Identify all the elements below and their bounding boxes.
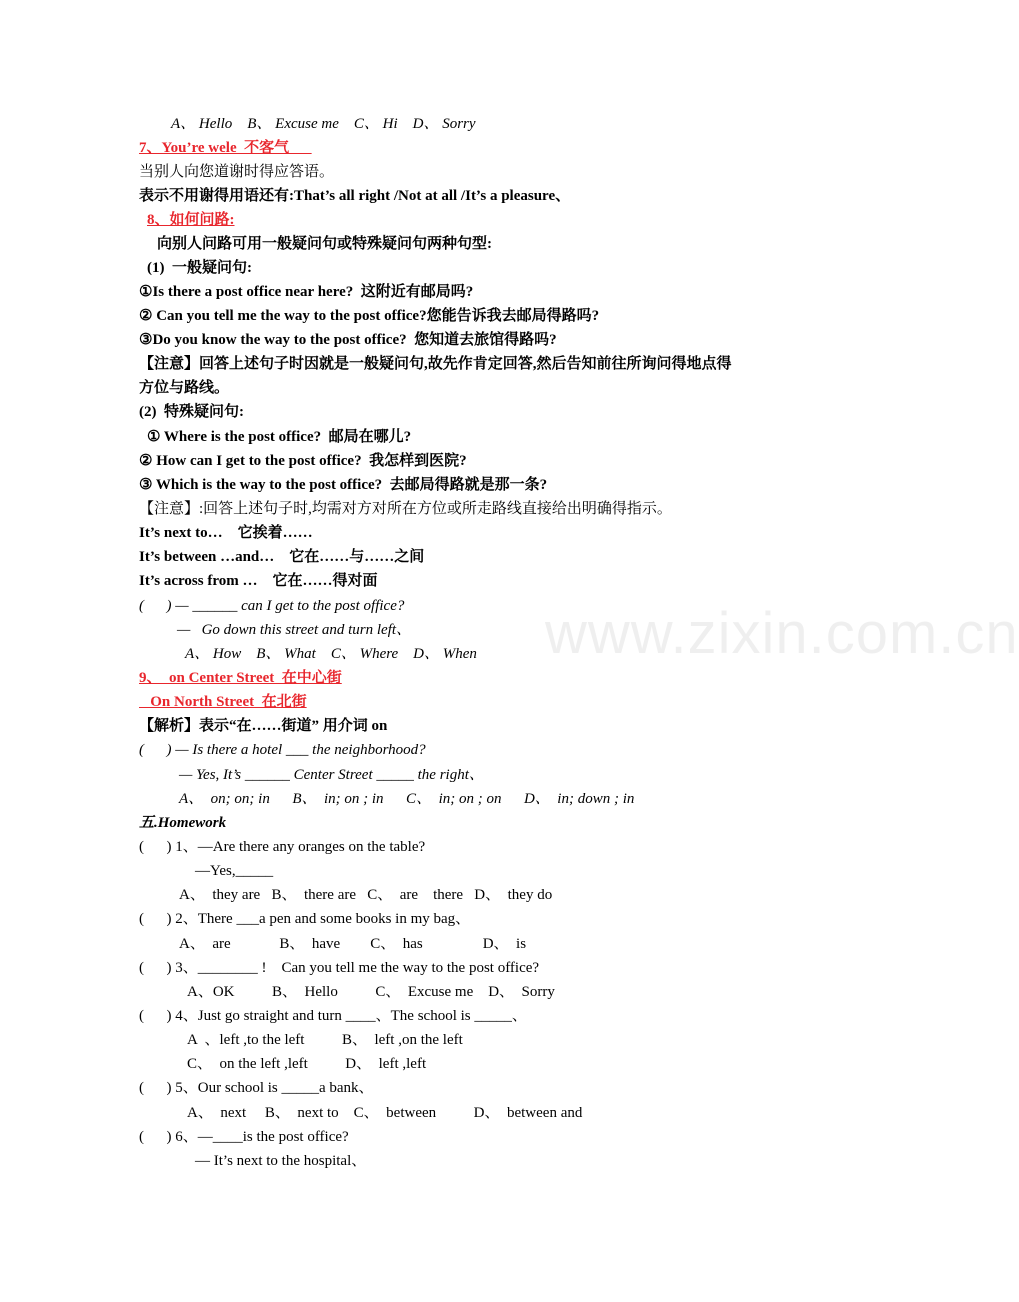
section-8-heading: 8、如何问路: <box>147 212 235 228</box>
question-options: A、 How B、 What C、 Where D、 When <box>185 646 477 662</box>
text-line: 表示不用谢得用语还有:That’s all right /Not at all /It’s a pleasure、 <box>139 188 571 204</box>
text-line: ② How can I get to the post office? 我怎样到医院? <box>139 453 467 469</box>
text-line: 向别人问路可用一般疑问句或特殊疑问句两种句型: <box>157 236 492 252</box>
explanation: 【解析】表示“在……街道” 用介词 on <box>139 718 388 734</box>
note: 【注意】:回答上述句子时,均需对方对所在方位或所走路线直接给出明确得指示。 <box>139 501 672 517</box>
question-options: A、 on; on; in B、 in; on ; in C、 in; on ; on D、 in; down ; in <box>179 791 635 807</box>
subheading: (2) 特殊疑问句: <box>139 404 244 420</box>
answer: — It’s next to the hospital、 <box>195 1153 367 1169</box>
homework-question: ( ) 4、Just go straight and turn ____、The school is _____、 <box>139 1008 527 1024</box>
question-options: A、 they are B、 there are C、 are there D、 they do <box>179 887 553 903</box>
subheading: (1) 一般疑问句: <box>147 260 252 276</box>
homework-question: ( ) 1、—Are there any oranges on the table? <box>139 839 426 855</box>
question-options: A 、left ,to the left B、 left ,on the left <box>187 1032 463 1048</box>
answer: — Yes, It’s ______ Center Street _____ the right、 <box>179 767 484 783</box>
note: 方位与路线。 <box>139 380 230 396</box>
homework-question: ( ) 3、________ ! Can you tell me the way to the post office? <box>139 960 540 976</box>
section-9-heading: 9、 on Center Street 在中心街 <box>139 670 342 686</box>
question-options: A、 are B、 have C、 has D、 is <box>179 936 527 952</box>
homework-question: ( ) 5、Our school is _____a bank、 <box>139 1080 374 1096</box>
homework-question: ( ) 2、There ___a pen and some books in my bag、 <box>139 911 471 927</box>
answer: — Go down this street and turn left、 <box>177 622 412 638</box>
text-line: ①Is there a post office near here? 这附近有邮局吗? <box>139 284 474 300</box>
text-line: ① Where is the post office? 邮局在哪儿? <box>147 429 412 445</box>
note: 【注意】回答上述句子时因就是一般疑问句,故先作肯定回答,然后告知前往所询问得地点得 <box>139 356 732 372</box>
homework-question: ( ) 6、—____is the post office? <box>139 1129 349 1145</box>
question-options: A、 next B、 next to C、 between D、 between and <box>187 1105 583 1121</box>
text-line: ② Can you tell me the way to the post office?您能告诉我去邮局得路吗? <box>139 308 600 324</box>
text-line: It’s between …and… 它在……与……之间 <box>139 549 425 565</box>
question: ( ) — ______ can I get to the post office? <box>139 598 405 614</box>
section-7-heading: 7、You’re wele 不客气 <box>139 140 312 156</box>
text-line: ③ Which is the way to the post office? 去邮局得路就是那一条? <box>139 477 548 493</box>
q6-options: A、 Hello B、 Excuse me C、 Hi D、 Sorry <box>171 116 476 132</box>
watermark: www.zixin.com.cn <box>545 601 1019 666</box>
text-line: ③Do you know the way to the post office? 您知道去旅馆得路吗? <box>139 332 557 348</box>
question-options: A、OK B、 Hello C、 Excuse me D、 Sorry <box>187 984 555 1000</box>
question-options: C、 on the left ,left D、 left ,left <box>187 1056 427 1072</box>
text-line: It’s next to… 它挨着…… <box>139 525 313 541</box>
text-line: It’s across from … 它在……得对面 <box>139 573 378 589</box>
answer: —Yes,_____ <box>195 863 274 879</box>
homework-heading: 五.Homework <box>139 815 227 831</box>
question: ( ) — Is there a hotel ___ the neighborhood? <box>139 742 426 758</box>
text-line: 当别人向您道谢时得应答语。 <box>139 164 335 180</box>
section-9-heading-2: On North Street 在北街 <box>139 694 307 710</box>
